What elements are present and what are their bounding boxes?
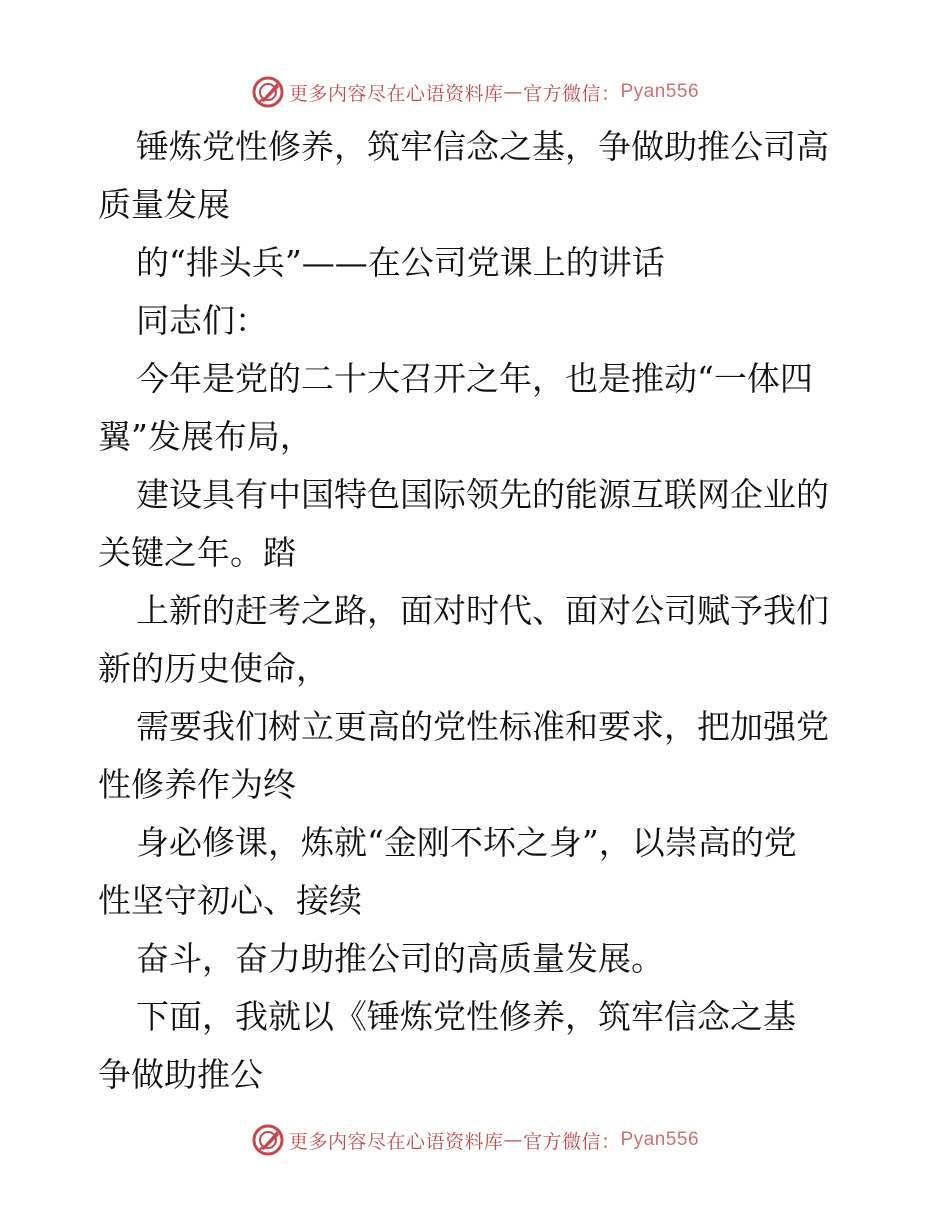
text-line: 锤炼党性修养，筑牢信念之基，争做助推公司高 [136,127,829,166]
watermark-dash: — [503,81,523,103]
text-line: 下面，我就以《锤炼党性修养，筑牢信念之基 [136,997,796,1036]
text-line: 翼”发展布局， [98,417,313,456]
text-line: 性坚守初心、接续 [98,881,362,920]
quill-logo-icon [251,75,285,109]
quill-logo-icon [251,1123,285,1157]
text-line: 新的历史使命， [98,649,329,688]
watermark-text: 更多内容尽在心语资料库 [288,82,504,105]
watermark-wechat-id: Pyan556 [620,1129,700,1150]
watermark-text: 更多内容尽在心语资料库 [288,1130,504,1153]
watermark-dash: — [503,1129,523,1151]
text-line: 身必修课，炼就“金刚不坏之身”，以崇高的党 [136,823,797,862]
document-body [98,118,853,1104]
text-line: 的“排头兵”——在公司党课上的讲话 [136,243,665,282]
text-line: 同志们： [136,301,268,340]
text-line: 需要我们树立更高的党性标准和要求，把加强党 [136,707,829,746]
watermark-wechat-id: Pyan556 [620,81,700,102]
text-line: 性修养作为终 [98,765,296,804]
text-line: 今年是党的二十大召开之年，也是推动“一体四 [136,359,813,398]
text-line: 争做助推公 [98,1055,263,1094]
header-watermark [0,70,950,114]
footer-watermark [0,1118,950,1162]
text-line: 上新的赶考之路，面对时代、面对公司赋予我们 [136,591,829,630]
watermark-label: 官方微信： [522,1130,621,1153]
text-line: 奋斗，奋力助推公司的高质量发展。 [136,939,664,978]
text-line: 关键之年。踏 [98,533,296,572]
watermark-label: 官方微信： [522,82,621,105]
text-line: 建设具有中国特色国际领先的能源互联网企业的 [136,475,829,514]
text-line: 质量发展 [98,185,230,224]
